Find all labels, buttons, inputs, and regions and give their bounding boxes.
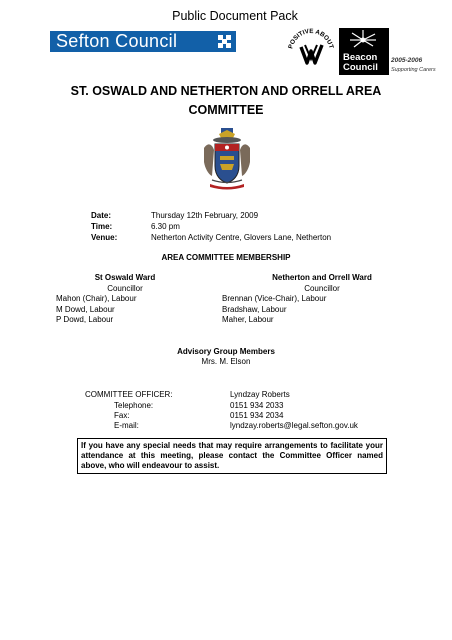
ward-role: Councillor xyxy=(304,283,340,293)
ward-heading: Netherton and Orrell Ward xyxy=(272,273,372,282)
ward-heading: St Oswald Ward xyxy=(94,273,156,282)
special-needs-notice: If you have any special needs that may require arrangements to facilitate your attendance at this meeting, please contact the Committee Officer named above, who will endeavour to assist. xyxy=(77,438,387,474)
venue-label: Venue: xyxy=(91,233,118,242)
list-item: Maher, Labour xyxy=(222,315,274,324)
email-link[interactable]: lyndzay.roberts@legal.sefton.gov.uk xyxy=(230,421,358,430)
date-label: Date: xyxy=(91,211,112,220)
positive-about-disabled-people-logo xyxy=(286,25,336,75)
date-value: Thursday 12th February, 2009 xyxy=(151,211,259,220)
beacon-years: 2005-2006 xyxy=(391,57,423,64)
list-item: Bradshaw, Labour xyxy=(222,304,287,314)
ward-role: Councillor xyxy=(107,283,143,293)
advisory-heading: Advisory Group Members xyxy=(177,347,275,356)
time-label: Time: xyxy=(91,222,113,231)
telephone-value: 0151 934 2033 xyxy=(230,401,284,410)
email-label: E-mail: xyxy=(114,421,139,430)
committee-title: ST. OSWALD AND NETHERTON AND ORRELL AREA COMMITTEE xyxy=(70,84,382,117)
advisory-member: Mrs. M. Elson xyxy=(201,357,251,366)
sefton-council-logo xyxy=(50,31,236,52)
svg-text:POSITIVE ABOUT DISABLED PEOPLE: POSITIVE ABOUT xyxy=(287,27,335,50)
beacon-council-logo xyxy=(339,28,389,75)
netherton-orrell-ward xyxy=(222,273,402,326)
beacon-line1: Beacon xyxy=(343,52,378,63)
council-mark-icon xyxy=(216,33,233,50)
list-item: Brennan (Vice-Chair), Labour xyxy=(222,294,327,303)
fax-label: Fax: xyxy=(114,411,130,420)
venue-value: Netherton Activity Centre, Glovers Lane, Netherton xyxy=(151,233,332,242)
list-item: M Dowd, Labour xyxy=(56,304,115,314)
star-burst-icon xyxy=(349,30,377,53)
list-item: P Dowd, Labour xyxy=(56,315,114,324)
list-item: Mahon (Chair), Labour xyxy=(56,294,137,303)
officer-name: Lyndzay Roberts xyxy=(230,390,290,399)
membership-heading: AREA COMMITTEE MEMBERSHIP xyxy=(161,253,291,262)
beacon-subtitle: Supporting Carers xyxy=(391,67,436,73)
council-name: Sefton Council xyxy=(56,31,178,51)
fax-value: 0151 934 2034 xyxy=(230,411,284,420)
coat-of-arms-icon xyxy=(202,128,252,191)
beacon-line2: Council xyxy=(343,62,378,73)
public-document-pack-label: Public Document Pack xyxy=(172,9,298,23)
time-value: 6.30 pm xyxy=(151,222,180,231)
st-oswald-ward xyxy=(56,273,186,326)
officer-label: COMMITTEE OFFICER: xyxy=(85,390,173,399)
telephone-label: Telephone: xyxy=(114,401,154,410)
